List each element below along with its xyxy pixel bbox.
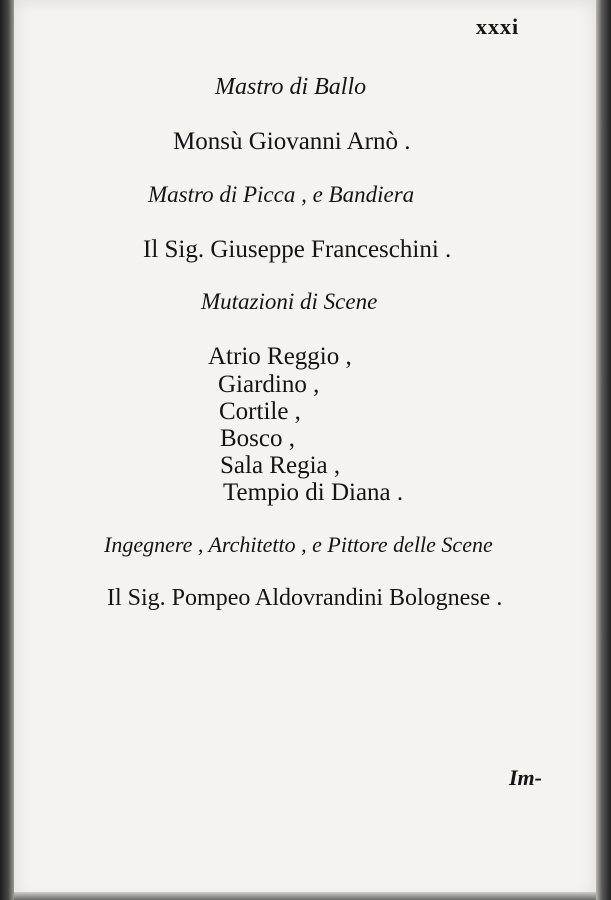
heading-dance-master: Mastro di Ballo (215, 74, 367, 100)
heading-scene-changes: Mutazioni di Scene (201, 289, 378, 314)
name-pike-and-flag-master: Il Sig. Giuseppe Franceschini . (143, 236, 452, 263)
scene-list-item: Atrio Reggio , (208, 343, 352, 370)
page-number: xxxi (476, 14, 520, 39)
book-binding-left-edge (0, 0, 14, 900)
scene-list-item: Cortile , (219, 398, 301, 425)
scene-list-item: Sala Regia , (220, 452, 341, 479)
scene-list-item: Giardino , (218, 371, 320, 398)
name-dance-master: Monsù Giovanni Arnò . (173, 128, 411, 155)
name-engineer-architect-painter: Il Sig. Pompeo Aldovrandini Bolognese . (107, 585, 503, 611)
book-binding-right-edge (596, 0, 611, 900)
catchword: Im- (509, 765, 542, 790)
scene-list-item: Tempio di Diana . (223, 479, 404, 506)
page-bottom-edge (14, 892, 596, 900)
heading-pike-and-flag-master: Mastro di Picca , e Bandiera (148, 182, 415, 207)
scene-list-item: Bosco , (220, 425, 295, 452)
heading-engineer-architect-painter: Ingegnere , Architetto , e Pittore delle Scene (104, 532, 493, 557)
